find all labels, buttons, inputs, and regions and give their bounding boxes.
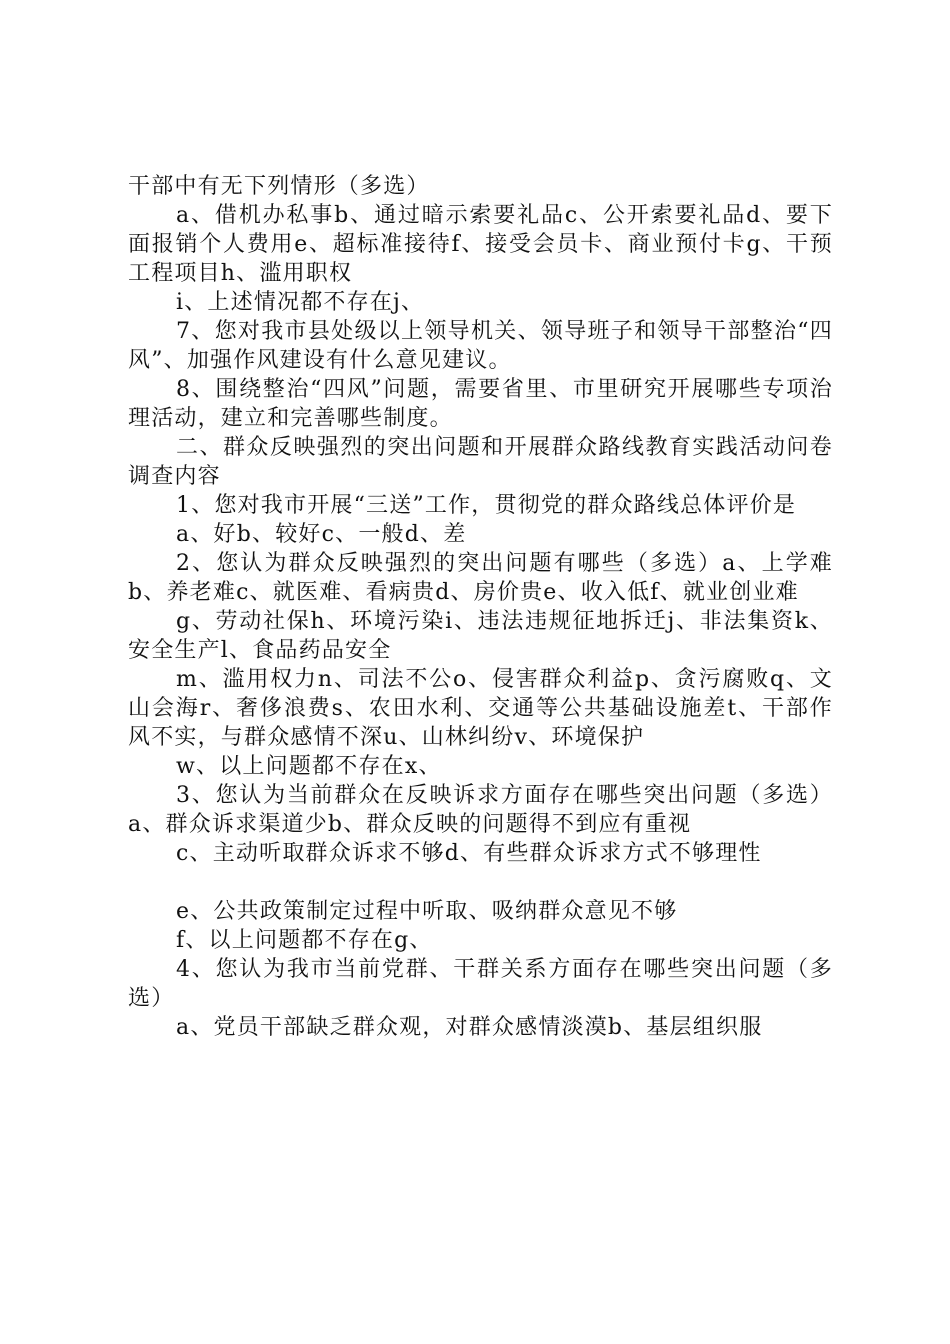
paragraph-q3-options-f-g: f、以上问题都不存在g、 — [176, 928, 433, 953]
paragraph-question-7: 7、您对我市县处级以上领导机关、领导班子和领导干部整治“四风”、加强作风建设有什么意见建议。 — [128, 319, 833, 373]
paragraph-question-2: 2、您认为群众反映强烈的突出问题有哪些（多选）a、上学难b、养老难c、就医难、看病贵d、房价贵e、收入低f、就业创业难 — [128, 551, 833, 605]
paragraph-q3-option-e: e、公共政策制定过程中听取、吸纳群众意见不够 — [176, 899, 678, 924]
paragraph-question-4: 4、您认为我市当前党群、干群关系方面存在哪些突出问题（多选） — [128, 957, 833, 1011]
paragraph-q4-options-a-b: a、党员干部缺乏群众观，对群众感情淡漠b、基层组织服 — [176, 1015, 763, 1040]
paragraph-q1-options: a、好b、较好c、一般d、差 — [176, 522, 467, 547]
paragraph-q2-options-m-v: m、滥用权力n、司法不公o、侵害群众利益p、贪污腐败q、文山会海r、奢侈浪费s、农田水利、交通等公共基础设施差t、干部作风不实，与群众感情不深u、山林纠纷v、环境保护 — [128, 667, 833, 750]
paragraph-q2-options-g-l: g、劳动社保h、环境污染i、违法违规征地拆迁j、非法集资k、安全生产l、食品药品安全 — [128, 609, 833, 663]
paragraph-question-1: 1、您对我市开展“三送”工作，贯彻党的群众路线总体评价是 — [176, 493, 797, 518]
paragraph-question-3: 3、您认为当前群众在反映诉求方面存在哪些突出问题（多选）a、群众诉求渠道少b、群众反映的问题得不到应有重视 — [128, 783, 833, 837]
paragraph-q2-options-w-x: w、以上问题都不存在x、 — [176, 754, 442, 779]
paragraph-intro: 干部中有无下列情形（多选） — [128, 174, 430, 199]
paragraph-question-8: 8、围绕整治“四风”问题，需要省里、市里研究开展哪些专项治理活动，建立和完善哪些制度。 — [128, 377, 833, 431]
paragraph-options-a-h: a、借机办私事b、通过暗示索要礼品c、公开索要礼品d、要下面报销个人费用e、超标准接待f、接受会员卡、商业预付卡g、干预工程项目h、滥用职权 — [128, 203, 833, 286]
document-page — [128, 172, 833, 1042]
blank-line — [128, 868, 833, 897]
paragraph-q3-options-c-d: c、主动听取群众诉求不够d、有些群众诉求方式不够理性 — [176, 841, 762, 866]
paragraph-options-i-j: i、上述情况都不存在j、 — [176, 290, 425, 315]
section-heading-2: 二、群众反映强烈的突出问题和开展群众路线教育实践活动问卷调查内容 — [128, 435, 833, 489]
